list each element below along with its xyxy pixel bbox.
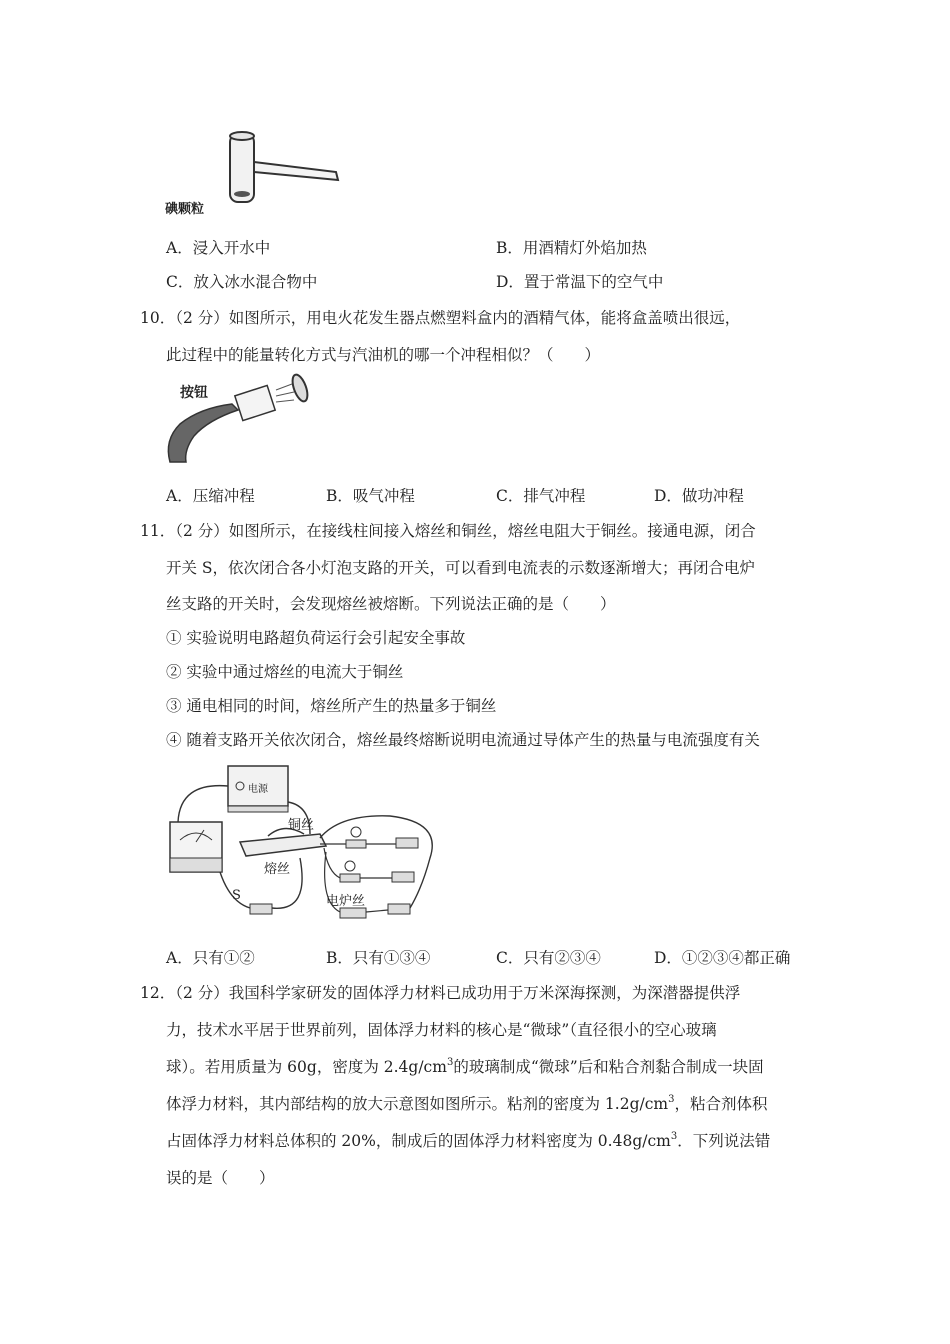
q9-option-a[interactable]: A．浸入开水中 — [166, 239, 271, 257]
iodine-label: 碘颗粒 — [165, 202, 205, 217]
q12-line4-sup: 3 — [668, 1094, 675, 1105]
q9-option-b[interactable]: B．用酒精灯外焰加热 — [496, 239, 647, 257]
q10-option-a[interactable]: A．压缩冲程 — [166, 487, 255, 505]
q11-option-b[interactable]: B．只有①③④ — [326, 949, 431, 967]
q12-stem-line4 — [166, 1092, 768, 1114]
q11-statement-4: ④ 随着支路开关依次闭合，熔丝最终熔断说明电流通过导体产生的热量与电流强度有关 — [166, 731, 760, 749]
q10-option-d[interactable]: D．做功冲程 — [654, 487, 744, 505]
circuit-diagram — [160, 762, 450, 922]
q11-statement-2: ② 实验中通过熔丝的电流大于铜丝 — [166, 663, 404, 681]
q9-option-c[interactable]: C．放入冰水混合物中 — [166, 273, 318, 291]
q12-stem-line3 — [166, 1055, 764, 1077]
q12-line4-text-b: ，粘合剂体积 — [674, 1095, 768, 1113]
q12-line5-sup: 3 — [670, 1131, 678, 1142]
q12-stem-line2: 力，技术水平居于世界前列，固体浮力材料的核心是“微球”（直径很小的空心玻璃 — [166, 1021, 717, 1039]
q12-line3-text-a: 球）。若用质量为 60g，密度为 2.4g/cm — [166, 1058, 447, 1076]
copper-wire-label: 铜丝 — [288, 818, 315, 833]
q11-stem-line3: 丝支路的开关时，会发现熔丝被熔断。下列说法正确的是（ ） — [166, 595, 616, 613]
q12-stem-line5 — [166, 1129, 770, 1151]
q11-stem-line2: 开关 S，依次闭合各小灯泡支路的开关，可以看到电流表的示数逐渐增大；再闭合电炉 — [166, 559, 756, 577]
q12-line3-text-b: 的玻璃制成“微球”后和粘合剂黏合制成一块固 — [453, 1058, 764, 1076]
q11-option-d[interactable]: D．①②③④都正确 — [654, 949, 791, 967]
button-label: 按钮 — [180, 385, 208, 401]
q11-statement-3: ③ 通电相同的时间，熔丝所产生的热量多于铜丝 — [166, 697, 497, 715]
q11-statement-1: ① 实验说明电路超负荷运行会引起安全事故 — [166, 629, 466, 647]
q12-stem-line1: 12．（2 分）我国科学家研发的固体浮力材料已成功用于万米深海探测，为深潜器提供浮 — [140, 984, 741, 1002]
q10-stem-line1: 10．（2 分）如图所示，用电火花发生器点燃塑料盒内的酒精气体，能将盒盖喷出很远， — [140, 309, 741, 327]
q12-line5-text-b: ．下列说法错 — [677, 1132, 771, 1150]
q10-stem-line2: 此过程中的能量转化方式与汽油机的哪一个冲程相似？（ ） — [166, 346, 601, 364]
q10-option-b[interactable]: B．吸气冲程 — [326, 487, 415, 505]
q11-stem-line1: 11．（2 分）如图所示，在接线柱间接入熔丝和铜丝，熔丝电阻大于铜丝。接通电源，闭合 — [140, 522, 756, 540]
q9-figure — [160, 128, 350, 218]
q12-line4-text-a: 体浮力材料，其内部结构的放大示意图如图所示。粘剂的密度为 1.2g/cm — [166, 1095, 669, 1113]
power-label: 电源 — [248, 784, 268, 795]
heater-wire-label: 电炉丝 — [326, 894, 366, 909]
switch-label: S — [232, 888, 241, 903]
q11-option-c[interactable]: C．只有②③④ — [496, 949, 601, 967]
q9-option-d[interactable]: D．置于常温下的空气中 — [496, 273, 664, 291]
q11-figure — [160, 762, 450, 922]
q12-line5-text-a: 占固体浮力材料总体积的 20%，制成后的固体浮力材料密度为 0.48g/cm — [166, 1132, 671, 1150]
q10-option-c[interactable]: C．排气冲程 — [496, 487, 586, 505]
q12-stem-line6: 误的是（ ） — [166, 1169, 275, 1187]
fuse-label: 熔丝 — [264, 862, 291, 877]
q10-figure — [160, 370, 320, 470]
q12-line3-sup: 3 — [446, 1057, 454, 1068]
q11-option-a[interactable]: A．只有①② — [166, 949, 255, 967]
